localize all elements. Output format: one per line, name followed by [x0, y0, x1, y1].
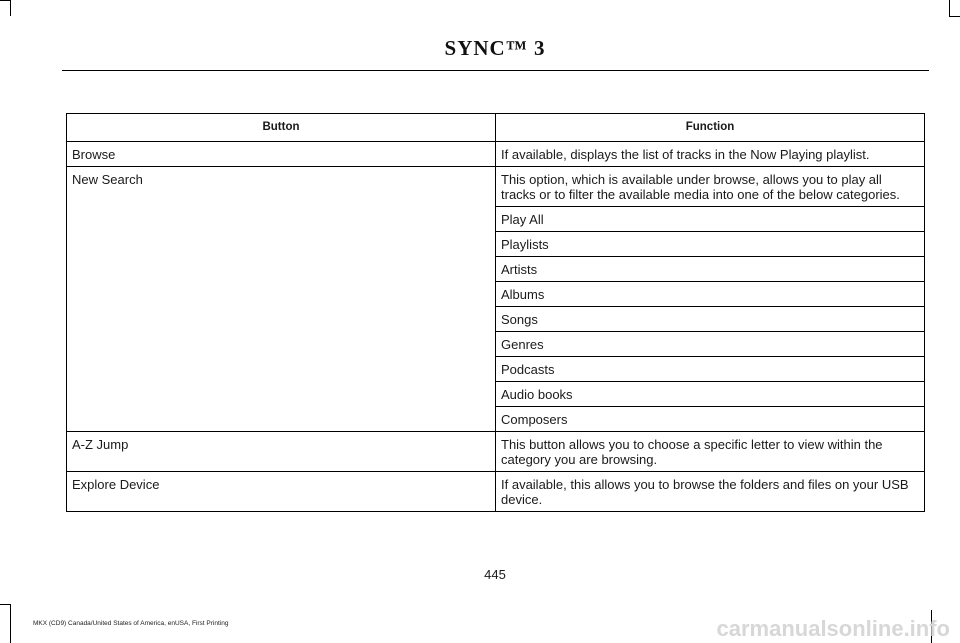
option-cell: Podcasts: [496, 357, 925, 382]
page-number: 445: [484, 567, 506, 582]
option-cell: Genres: [496, 332, 925, 357]
function-cell: If available, this allows you to browse the folders and files on your USB device.: [496, 472, 925, 512]
crop-mark-top-right: [949, 16, 960, 17]
crop-mark-top-left: [10, 0, 11, 16]
button-cell: A-Z Jump: [67, 432, 496, 472]
printing-note: MKX (CD9) Canada/United States of America, enUSA, First Printing: [33, 620, 229, 627]
table-header-row: [67, 114, 925, 142]
option-cell: Audio books: [496, 382, 925, 407]
option-cell: Playlists: [496, 232, 925, 257]
table-row: [67, 167, 925, 207]
option-cell: Albums: [496, 282, 925, 307]
function-cell: If available, displays the list of tracks in the Now Playing playlist.: [496, 142, 925, 167]
option-cell: Artists: [496, 257, 925, 282]
column-header-button: Button: [67, 114, 496, 142]
option-cell: Songs: [496, 307, 925, 332]
button-cell: New Search: [67, 167, 496, 432]
crop-mark-top-right: [949, 0, 950, 16]
watermark: carmanualsonline.info: [716, 616, 950, 641]
table-row: [67, 432, 925, 472]
header-divider: [62, 70, 929, 71]
page-title: SYNC™ 3: [444, 36, 546, 60]
button-cell: Browse: [67, 142, 496, 167]
button-cell: Explore Device: [67, 472, 496, 512]
function-cell: This option, which is available under browse, allows you to play all tracks or to filter the available media into one of the below categories.: [496, 167, 925, 207]
crop-mark-top-left: [0, 0, 10, 1]
option-cell: Play All: [496, 207, 925, 232]
table-row: [67, 472, 925, 512]
column-header-function: Function: [496, 114, 925, 142]
table-row: [67, 142, 925, 167]
crop-mark-bottom-left: [10, 604, 11, 643]
function-cell: This button allows you to choose a specific letter to view within the category you are browsing.: [496, 432, 925, 472]
function-table: [66, 113, 925, 512]
option-cell: Composers: [496, 407, 925, 432]
